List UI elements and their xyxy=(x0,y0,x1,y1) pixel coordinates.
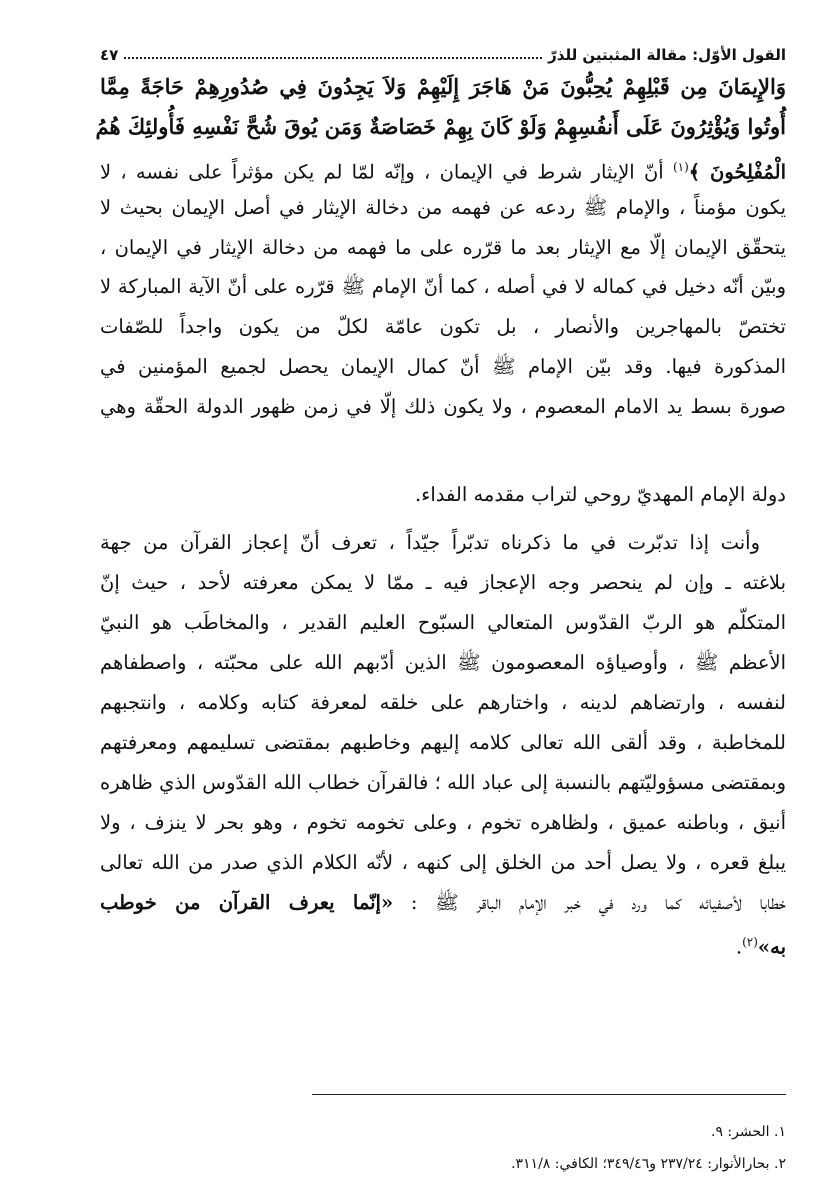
text-line xyxy=(100,152,786,188)
text-segment: خطابا لأصفيائه كما ورد في خبر الإمام الباقر ﷺ : xyxy=(410,891,786,914)
quran-verse-line: وَالإِيمَانَ مِن قَبْلِهِمْ يُحِبُّونَ مَنْ هَاجَرَ إِلَيْهِمْ وَلاَ يَجِدُونَ فِي صُدُورِهِمْ حَاجَةً مِمَّا xyxy=(100,74,786,99)
text-line: دولة الإمام المهديّ روحي لتراب مقدمه الفداء. xyxy=(415,483,786,506)
page-number: ٤٧ xyxy=(100,46,119,64)
running-header xyxy=(100,36,786,64)
period: . xyxy=(735,935,743,959)
text-line: صورة بسط يد الامام المعصوم ، ولا يكون ذلك إلّا في زمن ظهور الدولة الحقّة وهي xyxy=(100,395,786,418)
footnote-ref: (١) xyxy=(672,160,689,174)
text-line: تختصّ بالمهاجرين والأنصار ، بل تكون عامّة لكلّ من يكون واجداً للصّفات xyxy=(100,315,786,338)
quran-verse-line: أُوتُوا وَيُؤْثِرُونَ عَلَى أَنفُسِهِمْ وَلَوْ كَانَ بِهِمْ خَصَاصَةٌ وَمَن يُوقَ شُحَّ نَفْسِهِ فَأُولئِكَ هُمُ xyxy=(95,114,786,139)
text-line: وبمقتضى مسؤوليّتهم بالنسبة إلى عباد الله ؛ فالقرآن خطاب الله القدّوس الذي ظاهره xyxy=(100,771,786,794)
text-line xyxy=(100,927,786,963)
text-line: يكون مؤمناً ، والإمام ﷺ ردعه عن فهمه من دخالة الإيثار في أصل الإيمان بحيث لا xyxy=(100,196,786,219)
text-line: بلاغته ـ وإن لم ينحصر وجه الإعجاز فيه ـ ممّا لا يمكن معرفته لأحد ، حيث إنّ xyxy=(100,571,786,594)
text-line: أنيق ، وباطنه عميق ، ولظاهره تخوم ، وعلى تخومه تخوم ، وهو بحر لا ينزف ، ولا xyxy=(100,811,786,834)
text-line xyxy=(100,888,786,918)
text-line: وأنت إذا تدبّرت في ما ذكرناه تدبّراً جيّداً ، تعرف أنّ إعجاز القرآن من جهة xyxy=(100,531,760,554)
running-title: القول الأوّل: مقالة المثبتين للذرّ xyxy=(548,46,786,64)
footnote-separator xyxy=(312,1094,786,1095)
quran-verse-end: الْمُفْلِحُونَ ﴾ xyxy=(688,160,786,184)
text-segment: أنّ الإيثار شرط في الإيمان ، وإنّه لمّا لم يكن مؤثراً على نفسه ، لا xyxy=(100,160,664,184)
text-line: يتحقّق الإيمان إلّا مع الإيثار بعد ما قرّره على ما فهمه من دخالة الإيثار في الإيمان ، xyxy=(100,236,786,259)
text-line: يبلغ قعره ، ولا يصل أحد من الخلق إلى كنهه ، لأنّه الكلام الذي صدر من الله تعالى xyxy=(100,851,786,874)
text-line: لنفسه ، وارتضاهم لدينه ، واختارهم على خلقه لمعرفة كتابه وكلامه ، وانتجبهم xyxy=(100,691,786,714)
footnote-ref: (٢) xyxy=(742,935,758,949)
hadith-quote-end: به» xyxy=(757,935,786,959)
footnote: ١. الحشر: ٩. xyxy=(711,1124,786,1140)
text-line: للمخاطبة ، وقد ألقى الله تعالى كلامه إليهم وخاطبهم بمقتضى تسليمهم ومعرفتهم xyxy=(100,731,786,754)
text-line: المذكورة فيها. وقد بيّن الإمام ﷺ أنّ كمال الإيمان يحصل لجميع المؤمنين في xyxy=(100,355,786,378)
text-line: المتكلّم هو الربّ القدّوس المتعالي السبّوح العليم القدير ، والمخاطَب هو النبيّ xyxy=(100,611,786,634)
text-line: الأعظم ﷺ ، وأوصياؤه المعصومون ﷺ الذين أدّبهم الله على محبّته ، واصطفاهم xyxy=(100,651,786,674)
text-line: وبيّن أنّه دخيل في كماله لا في أصله ، كما أنّ الإمام ﷺ قرّره على أنّ الآية المباركة لا xyxy=(100,275,786,298)
hadith-quote: «إنّما يعرف القرآن من خوطب xyxy=(100,891,394,914)
header-leader-dots xyxy=(124,57,542,59)
footnote: ٢. بحارالأنوار: ٢٣٧/٢٤ و٣٤٩/٤٦؛ الكافي: ٣١١/٨. xyxy=(511,1156,786,1172)
